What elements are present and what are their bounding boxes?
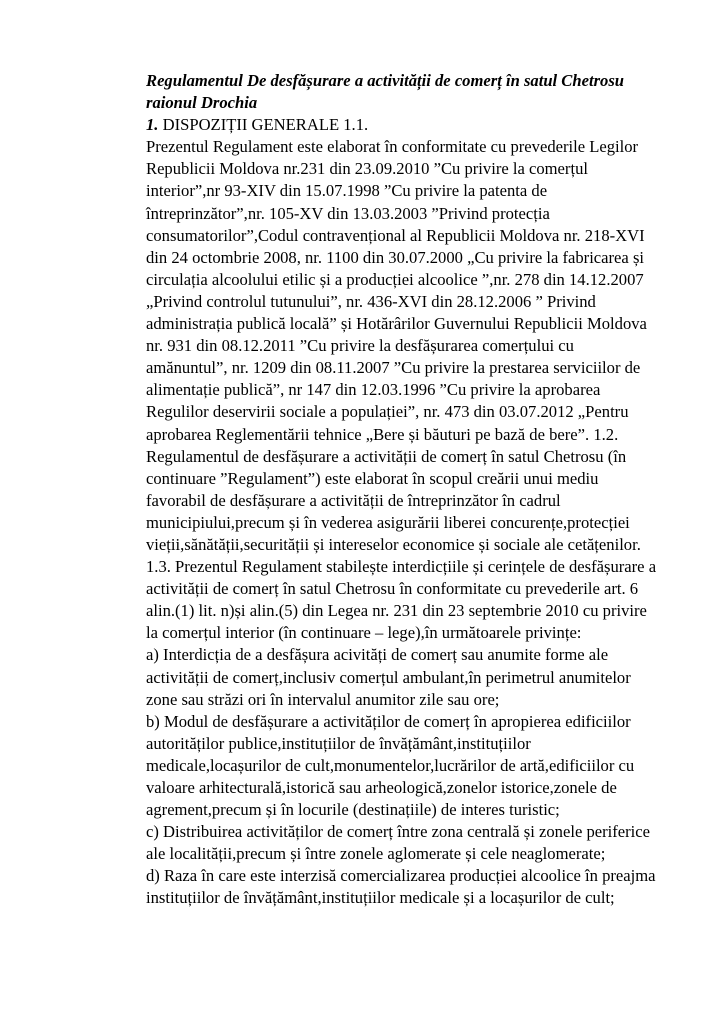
body-line: activității de comerț în satul Chetrosu în conformitate cu prevederile art. 6 (146, 579, 639, 599)
document-page (146, 70, 657, 910)
body-line: activității de comerț,inclusiv comerțul ambulant,în perimetrul anumitelor (146, 667, 631, 687)
body-line: ale localității,precum și între zonele aglomerate și cele neaglomerate; (146, 844, 606, 864)
body-line: nr. 931 din 08.12.2011 ”Cu privire la desfășurarea comerțului cu (146, 336, 574, 356)
body-line: administrația publică locală” și Hotărârilor Guvernului Republicii Moldova (146, 314, 647, 334)
body-line: valoare arhitecturală,istorică sau arheologică,zonelor istorice,zonele de (146, 778, 617, 797)
body-line: agrement,precum și în locurile (destinațiile) de interes turistic; (146, 800, 560, 820)
body-line: municipiului,precum și în vederea asigurării liberei concurențe,protecției (146, 512, 630, 532)
body-line: b) Modul de desfășurare a activităților de comerț în apropierea edificiilor (146, 711, 631, 731)
body-line: alin.(1) lit. n)și alin.(5) din Legea nr. 231 din 23 septembrie 2010 cu privire (146, 601, 647, 621)
body-line: Prezentul Regulament este elaborat în conformitate cu prevederile Legilor (146, 137, 639, 157)
body-line: autorităților publice,instituțiilor de învățământ,instituțiilor (146, 733, 531, 753)
body-line: continuare ”Regulament”) este elaborat în scopul creării unui mediu (146, 468, 599, 488)
body-line: instituțiilor de învățământ,instituțiilor medicale și a locașurilor de cult; (146, 888, 615, 908)
body-line: interior”,nr 93-XIV din 15.07.1998 ”Cu privire la patenta de (146, 181, 548, 201)
title-line-1: Regulamentul De desfășurare a activității de comerț în satul Chetrosu (146, 71, 625, 90)
body-line: Regulamentul de desfășurare a activității de comerț în satul Chetrosu (în (146, 446, 627, 466)
body-line: „Privind controlul tutunului”, nr. 436-XVI din 28.12.2006 ” Privind (146, 291, 596, 311)
section-heading-text: DISPOZIȚII GENERALE 1.1. (158, 115, 369, 135)
document-title (146, 70, 636, 114)
body-line: întreprinzător”,nr. 105-XV din 13.03.2003 ”Privind protecția (146, 203, 550, 223)
body-line: 1.3. Prezentul Regulament stabilește interdicțiile și cerințele de desfășurare a (146, 557, 657, 577)
body-line: aprobarea Reglementării tehnice „Bere și băuturi pe bază de bere”. 1.2. (146, 424, 619, 444)
body-line: alimentație publică”, nr 147 din 12.03.1996 ”Cu privire la aprobarea (146, 380, 601, 400)
body-line: zone sau străzi ori în intervalul anumitor zile sau ore; (146, 689, 500, 709)
body-line: vieții,sănătății,securității și intereselor economice și sociale ale cetățenilor. (146, 534, 641, 554)
body-text (146, 136, 657, 909)
body-line: consumatorilor”,Codul contravențional al Republicii Moldova nr. 218-XVI (146, 225, 645, 245)
body-line: a) Interdicția de a desfășura acivități de comerț sau anumite forme ale (146, 645, 609, 665)
body-line: la comerțul interior (în continuare – lege),în următoarele privințe: (146, 623, 582, 643)
body-line: medicale,locașurilor de cult,monumentelor,lucrărilor de artă,edificiilor cu (146, 755, 635, 775)
body-line: favorabil de desfășurare a activității de întreprinzător în cadrul (146, 490, 561, 510)
body-line: amănuntul”, nr. 1209 din 08.11.2007 ”Cu privire la prestarea serviciilor de (146, 358, 641, 378)
section-heading (146, 114, 636, 136)
body-line: Republicii Moldova nr.231 din 23.09.2010 ”Cu privire la comerțul (146, 159, 588, 179)
title-line-2: raionul Drochia (146, 93, 258, 113)
body-line: Regulilor deservirii sociale a populației”, nr. 473 din 03.07.2012 „Pentru (146, 402, 629, 422)
section-number: 1. (146, 115, 159, 135)
body-line: c) Distribuirea activităților de comerț între zona centrală și zonele periferice (146, 822, 651, 842)
body-line: circulația alcoolului etilic și a producției alcoolice ”,nr. 278 din 14.12.2007 (146, 269, 644, 289)
body-line: d) Raza în care este interzisă comercializarea producției alcoolice în preajma (146, 866, 656, 886)
body-line: din 24 octombrie 2008, nr. 1100 din 30.07.2000 „Cu privire la fabricarea și (146, 247, 645, 267)
